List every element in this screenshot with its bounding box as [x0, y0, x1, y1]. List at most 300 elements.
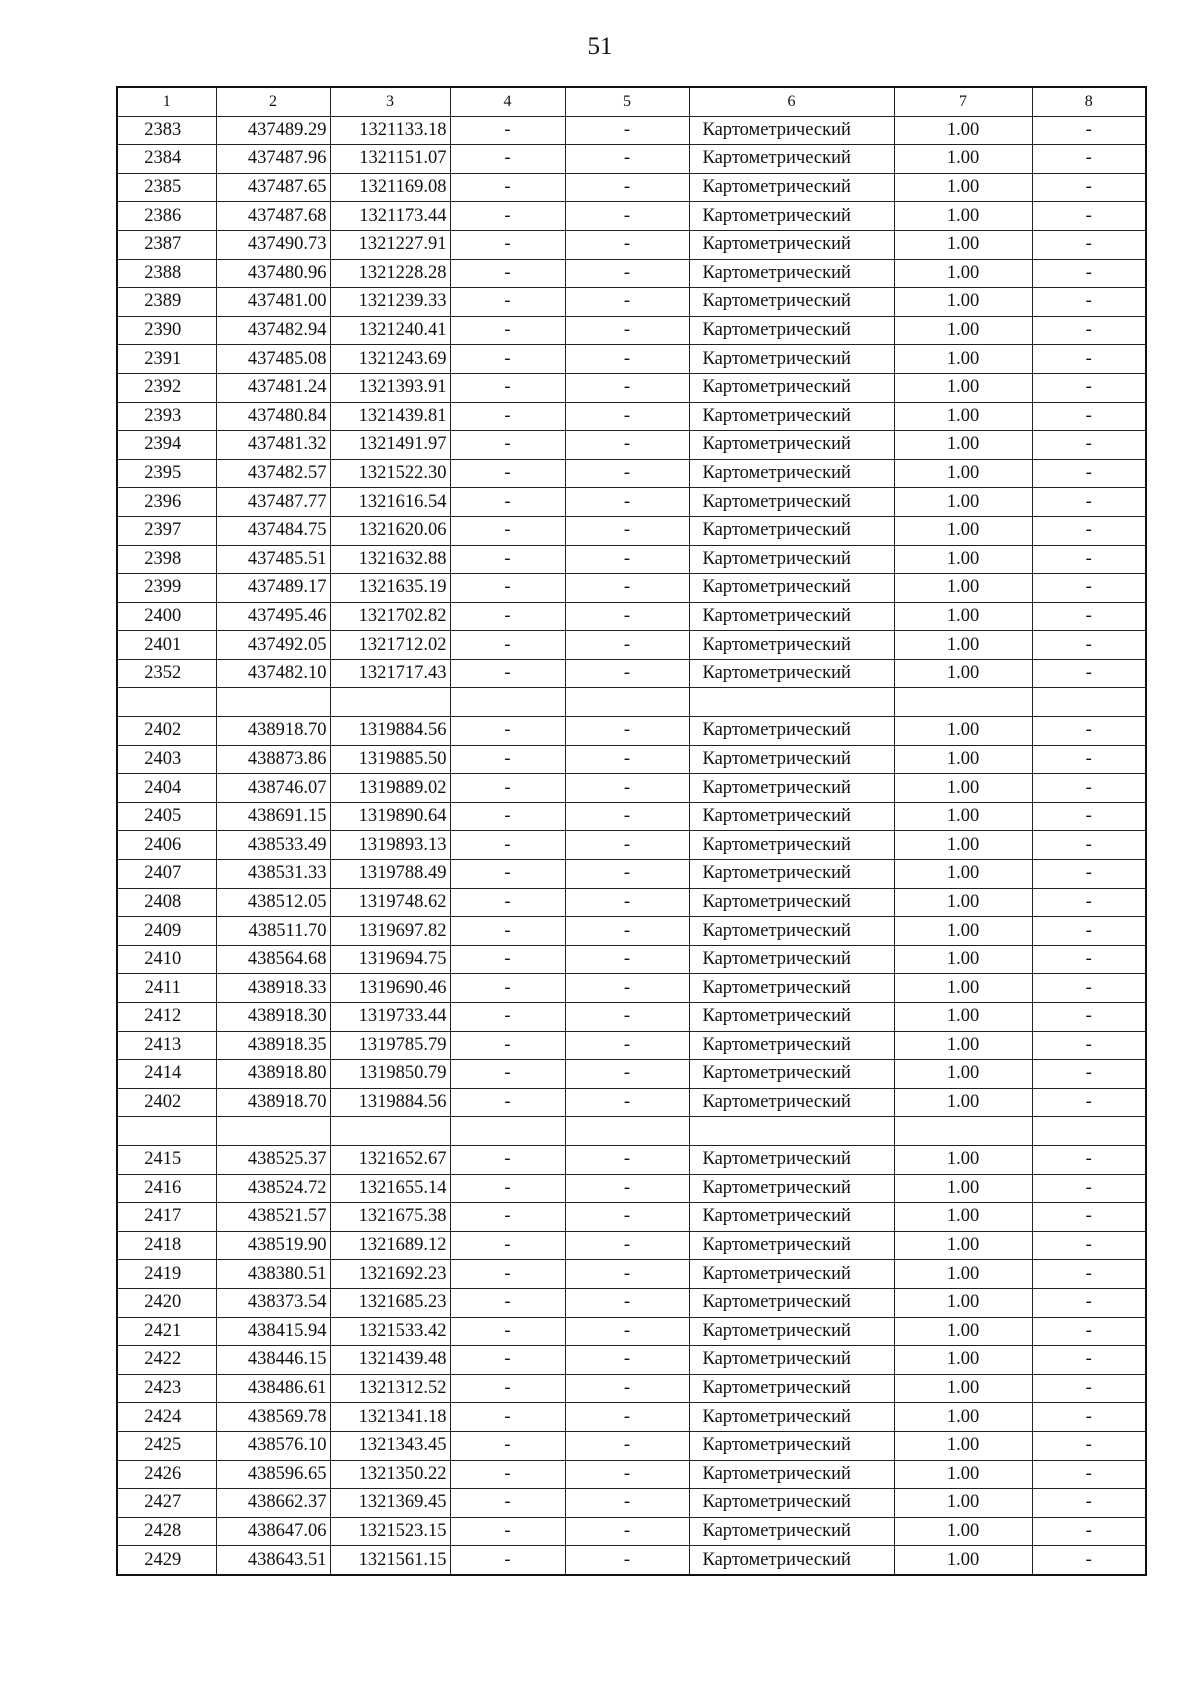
x-coordinate-cell: 438380.51 — [216, 1260, 330, 1289]
precision-cell: 1.00 — [894, 945, 1032, 974]
x-coordinate-cell: 437489.17 — [216, 574, 330, 603]
column-4-cell: - — [450, 345, 565, 374]
column-4-cell: - — [450, 1288, 565, 1317]
y-coordinate-cell: 1319885.50 — [330, 745, 450, 774]
x-coordinate-cell: 437482.10 — [216, 659, 330, 688]
point-number-cell — [117, 688, 216, 717]
precision-cell: 1.00 — [894, 802, 1032, 831]
y-coordinate-cell: 1319690.46 — [330, 974, 450, 1003]
column-8-cell: - — [1032, 602, 1146, 631]
precision-cell: 1.00 — [894, 173, 1032, 202]
point-number-cell: 2388 — [117, 259, 216, 288]
x-coordinate-cell: 438918.30 — [216, 1003, 330, 1032]
precision-cell: 1.00 — [894, 1431, 1032, 1460]
column-8-cell: - — [1032, 1460, 1146, 1489]
column-4-cell: - — [450, 1003, 565, 1032]
column-8-cell: - — [1032, 1546, 1146, 1575]
column-5-cell: - — [565, 316, 689, 345]
page-number: 51 — [587, 33, 613, 60]
y-coordinate-cell: 1321350.22 — [330, 1460, 450, 1489]
point-number-cell: 2402 — [117, 1088, 216, 1117]
method-cell: Картометрический — [689, 230, 894, 259]
precision-cell: 1.00 — [894, 202, 1032, 231]
x-coordinate-cell: 438918.80 — [216, 1060, 330, 1089]
precision-cell: 1.00 — [894, 917, 1032, 946]
method-cell: Картометрический — [689, 173, 894, 202]
method-cell: Картометрический — [689, 516, 894, 545]
table-row — [117, 1060, 1146, 1089]
method-cell: Картометрический — [689, 1145, 894, 1174]
point-number-cell: 2424 — [117, 1403, 216, 1432]
column-5-cell: - — [565, 173, 689, 202]
x-coordinate-cell: 438512.05 — [216, 888, 330, 917]
table-row — [117, 402, 1146, 431]
column-8-cell: - — [1032, 1374, 1146, 1403]
column-8-cell: - — [1032, 431, 1146, 460]
x-coordinate-cell: 438486.61 — [216, 1374, 330, 1403]
column-4-cell: - — [450, 745, 565, 774]
column-4-cell: - — [450, 259, 565, 288]
column-5-cell: - — [565, 631, 689, 660]
y-coordinate-cell: 1321439.48 — [330, 1346, 450, 1375]
table-row — [117, 230, 1146, 259]
column-8-cell: - — [1032, 202, 1146, 231]
precision-cell: 1.00 — [894, 659, 1032, 688]
column-5-cell: - — [565, 1489, 689, 1518]
column-5-cell: - — [565, 1317, 689, 1346]
method-cell: Картометрический — [689, 373, 894, 402]
y-coordinate-cell: 1321533.42 — [330, 1317, 450, 1346]
y-coordinate-cell: 1319748.62 — [330, 888, 450, 917]
column-5-cell: - — [565, 1031, 689, 1060]
point-number-cell: 2394 — [117, 431, 216, 460]
table-row — [117, 1003, 1146, 1032]
column-header-8: 8 — [1032, 87, 1146, 116]
table-row — [117, 917, 1146, 946]
x-coordinate-cell: 438521.57 — [216, 1203, 330, 1232]
x-coordinate-cell: 438643.51 — [216, 1546, 330, 1575]
column-5-cell: - — [565, 431, 689, 460]
column-5-cell: - — [565, 1517, 689, 1546]
column-4-cell: - — [450, 1088, 565, 1117]
column-8-cell: - — [1032, 1174, 1146, 1203]
column-8-cell: - — [1032, 488, 1146, 517]
table-row — [117, 1546, 1146, 1575]
x-coordinate-cell: 438564.68 — [216, 945, 330, 974]
precision-cell: 1.00 — [894, 1003, 1032, 1032]
point-number-cell: 2405 — [117, 802, 216, 831]
column-4-cell: - — [450, 488, 565, 517]
table-row — [117, 659, 1146, 688]
column-8-cell: - — [1032, 1145, 1146, 1174]
point-number-cell — [117, 1117, 216, 1146]
method-cell: Картометрический — [689, 659, 894, 688]
method-cell: Картометрический — [689, 1060, 894, 1089]
method-cell: Картометрический — [689, 431, 894, 460]
x-coordinate-cell: 437487.65 — [216, 173, 330, 202]
method-cell: Картометрический — [689, 1317, 894, 1346]
column-4-cell: - — [450, 1260, 565, 1289]
x-coordinate-cell: 438576.10 — [216, 1431, 330, 1460]
x-coordinate-cell: 438531.33 — [216, 860, 330, 889]
column-5-cell: - — [565, 1174, 689, 1203]
table-row — [117, 1460, 1146, 1489]
column-4-cell: - — [450, 1431, 565, 1460]
column-8-cell: - — [1032, 116, 1146, 145]
column-4-cell: - — [450, 230, 565, 259]
column-4-cell: - — [450, 1489, 565, 1518]
precision-cell: 1.00 — [894, 574, 1032, 603]
method-cell: Картометрический — [689, 1374, 894, 1403]
column-5-cell: - — [565, 945, 689, 974]
table-row — [117, 202, 1146, 231]
column-5-cell: - — [565, 860, 689, 889]
table-row — [117, 888, 1146, 917]
x-coordinate-cell: 437482.57 — [216, 459, 330, 488]
column-5-cell: - — [565, 1374, 689, 1403]
precision-cell: 1.00 — [894, 1260, 1032, 1289]
precision-cell: 1.00 — [894, 1317, 1032, 1346]
x-coordinate-cell: 437489.29 — [216, 116, 330, 145]
column-8-cell: - — [1032, 1031, 1146, 1060]
table-row — [117, 860, 1146, 889]
point-number-cell: 2395 — [117, 459, 216, 488]
y-coordinate-cell: 1321240.41 — [330, 316, 450, 345]
column-8-cell: - — [1032, 402, 1146, 431]
precision-cell: 1.00 — [894, 459, 1032, 488]
y-coordinate-cell: 1321712.02 — [330, 631, 450, 660]
column-header-7: 7 — [894, 87, 1032, 116]
precision-cell: 1.00 — [894, 516, 1032, 545]
method-cell — [689, 1117, 894, 1146]
point-number-cell: 2409 — [117, 917, 216, 946]
column-5-cell: - — [565, 545, 689, 574]
y-coordinate-cell: 1321635.19 — [330, 574, 450, 603]
column-8-cell: - — [1032, 1489, 1146, 1518]
column-5-cell: - — [565, 717, 689, 746]
column-5-cell — [565, 688, 689, 717]
table-row — [117, 145, 1146, 174]
column-4-cell: - — [450, 631, 565, 660]
point-number-cell: 2401 — [117, 631, 216, 660]
column-4-cell: - — [450, 316, 565, 345]
column-8-cell: - — [1032, 888, 1146, 917]
x-coordinate-cell: 437480.96 — [216, 259, 330, 288]
method-cell: Картометрический — [689, 1031, 894, 1060]
method-cell: Картометрический — [689, 860, 894, 889]
table-row — [117, 173, 1146, 202]
column-5-cell: - — [565, 1145, 689, 1174]
y-coordinate-cell: 1321173.44 — [330, 202, 450, 231]
column-4-cell: - — [450, 1317, 565, 1346]
point-number-cell: 2406 — [117, 831, 216, 860]
column-8-cell: - — [1032, 1288, 1146, 1317]
y-coordinate-cell: 1321133.18 — [330, 116, 450, 145]
x-coordinate-cell: 437481.24 — [216, 373, 330, 402]
point-number-cell: 2428 — [117, 1517, 216, 1546]
column-5-cell: - — [565, 288, 689, 317]
method-cell: Картометрический — [689, 1489, 894, 1518]
table-header — [117, 87, 1146, 116]
table-row — [117, 974, 1146, 1003]
method-cell: Картометрический — [689, 316, 894, 345]
column-8-cell: - — [1032, 1346, 1146, 1375]
table-row — [117, 373, 1146, 402]
table-row — [117, 802, 1146, 831]
table-row — [117, 516, 1146, 545]
table-row — [117, 1317, 1146, 1346]
table-row — [117, 831, 1146, 860]
x-coordinate-cell: 437481.32 — [216, 431, 330, 460]
point-number-cell: 2417 — [117, 1203, 216, 1232]
y-coordinate-cell: 1319889.02 — [330, 774, 450, 803]
table-row — [117, 602, 1146, 631]
column-4-cell: - — [450, 1546, 565, 1575]
column-5-cell: - — [565, 230, 689, 259]
y-coordinate-cell: 1321652.67 — [330, 1145, 450, 1174]
method-cell: Картометрический — [689, 1003, 894, 1032]
table-row — [117, 459, 1146, 488]
column-4-cell — [450, 688, 565, 717]
table-row — [117, 1231, 1146, 1260]
method-cell: Картометрический — [689, 1346, 894, 1375]
column-4-cell: - — [450, 1060, 565, 1089]
column-header-1: 1 — [117, 87, 216, 116]
point-number-cell: 2420 — [117, 1288, 216, 1317]
y-coordinate-cell: 1321341.18 — [330, 1403, 450, 1432]
column-5-cell — [565, 1117, 689, 1146]
table-row — [117, 1203, 1146, 1232]
y-coordinate-cell: 1321393.91 — [330, 373, 450, 402]
table-row — [117, 1145, 1146, 1174]
point-number-cell: 2399 — [117, 574, 216, 603]
column-8-cell: - — [1032, 373, 1146, 402]
y-coordinate-cell: 1319884.56 — [330, 717, 450, 746]
precision-cell: 1.00 — [894, 288, 1032, 317]
precision-cell: 1.00 — [894, 1060, 1032, 1089]
y-coordinate-cell: 1321439.81 — [330, 402, 450, 431]
column-8-cell: - — [1032, 316, 1146, 345]
column-8-cell: - — [1032, 774, 1146, 803]
precision-cell: 1.00 — [894, 631, 1032, 660]
precision-cell: 1.00 — [894, 1288, 1032, 1317]
point-number-cell: 2408 — [117, 888, 216, 917]
method-cell: Картометрический — [689, 116, 894, 145]
point-number-cell: 2416 — [117, 1174, 216, 1203]
y-coordinate-cell: 1319893.13 — [330, 831, 450, 860]
column-5-cell: - — [565, 1288, 689, 1317]
table-row — [117, 1088, 1146, 1117]
x-coordinate-cell: 438746.07 — [216, 774, 330, 803]
column-8-cell: - — [1032, 459, 1146, 488]
y-coordinate-cell: 1321169.08 — [330, 173, 450, 202]
y-coordinate-cell: 1321491.97 — [330, 431, 450, 460]
column-4-cell: - — [450, 1403, 565, 1432]
point-number-cell: 2398 — [117, 545, 216, 574]
column-8-cell: - — [1032, 173, 1146, 202]
method-cell: Картометрический — [689, 802, 894, 831]
point-number-cell: 2396 — [117, 488, 216, 517]
precision-cell: 1.00 — [894, 316, 1032, 345]
column-8-cell: - — [1032, 659, 1146, 688]
column-5-cell: - — [565, 974, 689, 1003]
method-cell: Картометрический — [689, 974, 894, 1003]
y-coordinate-cell: 1321369.45 — [330, 1489, 450, 1518]
y-coordinate-cell — [330, 688, 450, 717]
x-coordinate-cell: 438519.90 — [216, 1231, 330, 1260]
point-number-cell: 2390 — [117, 316, 216, 345]
point-number-cell: 2418 — [117, 1231, 216, 1260]
point-number-cell: 2419 — [117, 1260, 216, 1289]
column-5-cell: - — [565, 402, 689, 431]
y-coordinate-cell: 1321692.23 — [330, 1260, 450, 1289]
precision-cell: 1.00 — [894, 1145, 1032, 1174]
point-number-cell: 2412 — [117, 1003, 216, 1032]
column-4-cell — [450, 1117, 565, 1146]
precision-cell: 1.00 — [894, 1489, 1032, 1518]
x-coordinate-cell: 437487.96 — [216, 145, 330, 174]
point-number-cell: 2404 — [117, 774, 216, 803]
x-coordinate-cell: 438533.49 — [216, 831, 330, 860]
column-4-cell: - — [450, 459, 565, 488]
precision-cell: 1.00 — [894, 974, 1032, 1003]
x-coordinate-cell: 438596.65 — [216, 1460, 330, 1489]
y-coordinate-cell: 1321675.38 — [330, 1203, 450, 1232]
point-number-cell: 2414 — [117, 1060, 216, 1089]
column-4-cell: - — [450, 173, 565, 202]
x-coordinate-cell: 438511.70 — [216, 917, 330, 946]
method-cell: Картометрический — [689, 717, 894, 746]
method-cell: Картометрический — [689, 831, 894, 860]
column-4-cell: - — [450, 802, 565, 831]
column-header-2: 2 — [216, 87, 330, 116]
column-8-cell: - — [1032, 230, 1146, 259]
method-cell: Картометрический — [689, 917, 894, 946]
precision-cell: 1.00 — [894, 431, 1032, 460]
x-coordinate-cell: 438918.35 — [216, 1031, 330, 1060]
column-header-6: 6 — [689, 87, 894, 116]
column-5-cell: - — [565, 659, 689, 688]
column-5-cell: - — [565, 116, 689, 145]
column-4-cell: - — [450, 516, 565, 545]
column-4-cell: - — [450, 202, 565, 231]
column-8-cell — [1032, 688, 1146, 717]
table-row — [117, 774, 1146, 803]
point-number-cell: 2423 — [117, 1374, 216, 1403]
column-4-cell: - — [450, 545, 565, 574]
column-header-3: 3 — [330, 87, 450, 116]
table-row — [117, 545, 1146, 574]
table-row — [117, 1403, 1146, 1432]
x-coordinate-cell: 437487.68 — [216, 202, 330, 231]
column-8-cell — [1032, 1117, 1146, 1146]
method-cell — [689, 688, 894, 717]
table-row — [117, 1174, 1146, 1203]
table-row — [117, 1117, 1146, 1146]
column-8-cell: - — [1032, 945, 1146, 974]
table-row — [117, 431, 1146, 460]
precision-cell: 1.00 — [894, 1231, 1032, 1260]
column-4-cell: - — [450, 1346, 565, 1375]
y-coordinate-cell: 1319733.44 — [330, 1003, 450, 1032]
column-4-cell: - — [450, 1517, 565, 1546]
column-8-cell: - — [1032, 145, 1146, 174]
column-5-cell: - — [565, 1546, 689, 1575]
column-4-cell: - — [450, 288, 565, 317]
precision-cell: 1.00 — [894, 259, 1032, 288]
table-row — [117, 745, 1146, 774]
precision-cell: 1.00 — [894, 1403, 1032, 1432]
table-row — [117, 259, 1146, 288]
table-row — [117, 1374, 1146, 1403]
point-number-cell: 2407 — [117, 860, 216, 889]
column-4-cell: - — [450, 116, 565, 145]
precision-cell: 1.00 — [894, 1460, 1032, 1489]
column-5-cell: - — [565, 488, 689, 517]
column-5-cell: - — [565, 459, 689, 488]
point-number-cell: 2427 — [117, 1489, 216, 1518]
y-coordinate-cell: 1319890.64 — [330, 802, 450, 831]
method-cell: Картометрический — [689, 631, 894, 660]
precision-cell: 1.00 — [894, 745, 1032, 774]
y-coordinate-cell: 1319694.75 — [330, 945, 450, 974]
method-cell: Картометрический — [689, 574, 894, 603]
method-cell: Картометрический — [689, 1460, 894, 1489]
precision-cell: 1.00 — [894, 860, 1032, 889]
column-4-cell: - — [450, 145, 565, 174]
x-coordinate-cell: 438525.37 — [216, 1145, 330, 1174]
precision-cell: 1.00 — [894, 116, 1032, 145]
y-coordinate-cell: 1319697.82 — [330, 917, 450, 946]
table-row — [117, 345, 1146, 374]
column-8-cell: - — [1032, 860, 1146, 889]
table-row — [117, 574, 1146, 603]
y-coordinate-cell: 1319850.79 — [330, 1060, 450, 1089]
column-5-cell: - — [565, 802, 689, 831]
column-5-cell: - — [565, 888, 689, 917]
x-coordinate-cell: 437482.94 — [216, 316, 330, 345]
x-coordinate-cell: 438373.54 — [216, 1288, 330, 1317]
column-4-cell: - — [450, 659, 565, 688]
precision-cell: 1.00 — [894, 1546, 1032, 1575]
column-4-cell: - — [450, 402, 565, 431]
y-coordinate-cell: 1321151.07 — [330, 145, 450, 174]
precision-cell: 1.00 — [894, 230, 1032, 259]
y-coordinate-cell: 1321620.06 — [330, 516, 450, 545]
column-4-cell: - — [450, 1460, 565, 1489]
column-8-cell: - — [1032, 802, 1146, 831]
precision-cell: 1.00 — [894, 1346, 1032, 1375]
method-cell: Картометрический — [689, 1517, 894, 1546]
column-4-cell: - — [450, 1374, 565, 1403]
point-number-cell: 2402 — [117, 717, 216, 746]
column-5-cell: - — [565, 1088, 689, 1117]
point-number-cell: 2415 — [117, 1145, 216, 1174]
column-8-cell: - — [1032, 1403, 1146, 1432]
point-number-cell: 2387 — [117, 230, 216, 259]
column-5-cell: - — [565, 1431, 689, 1460]
column-4-cell: - — [450, 1031, 565, 1060]
column-5-cell: - — [565, 345, 689, 374]
x-coordinate-cell: 438918.70 — [216, 717, 330, 746]
column-5-cell: - — [565, 774, 689, 803]
point-number-cell: 2383 — [117, 116, 216, 145]
table-row — [117, 1260, 1146, 1289]
y-coordinate-cell — [330, 1117, 450, 1146]
column-header-5: 5 — [565, 87, 689, 116]
table-row — [117, 688, 1146, 717]
y-coordinate-cell: 1321632.88 — [330, 545, 450, 574]
